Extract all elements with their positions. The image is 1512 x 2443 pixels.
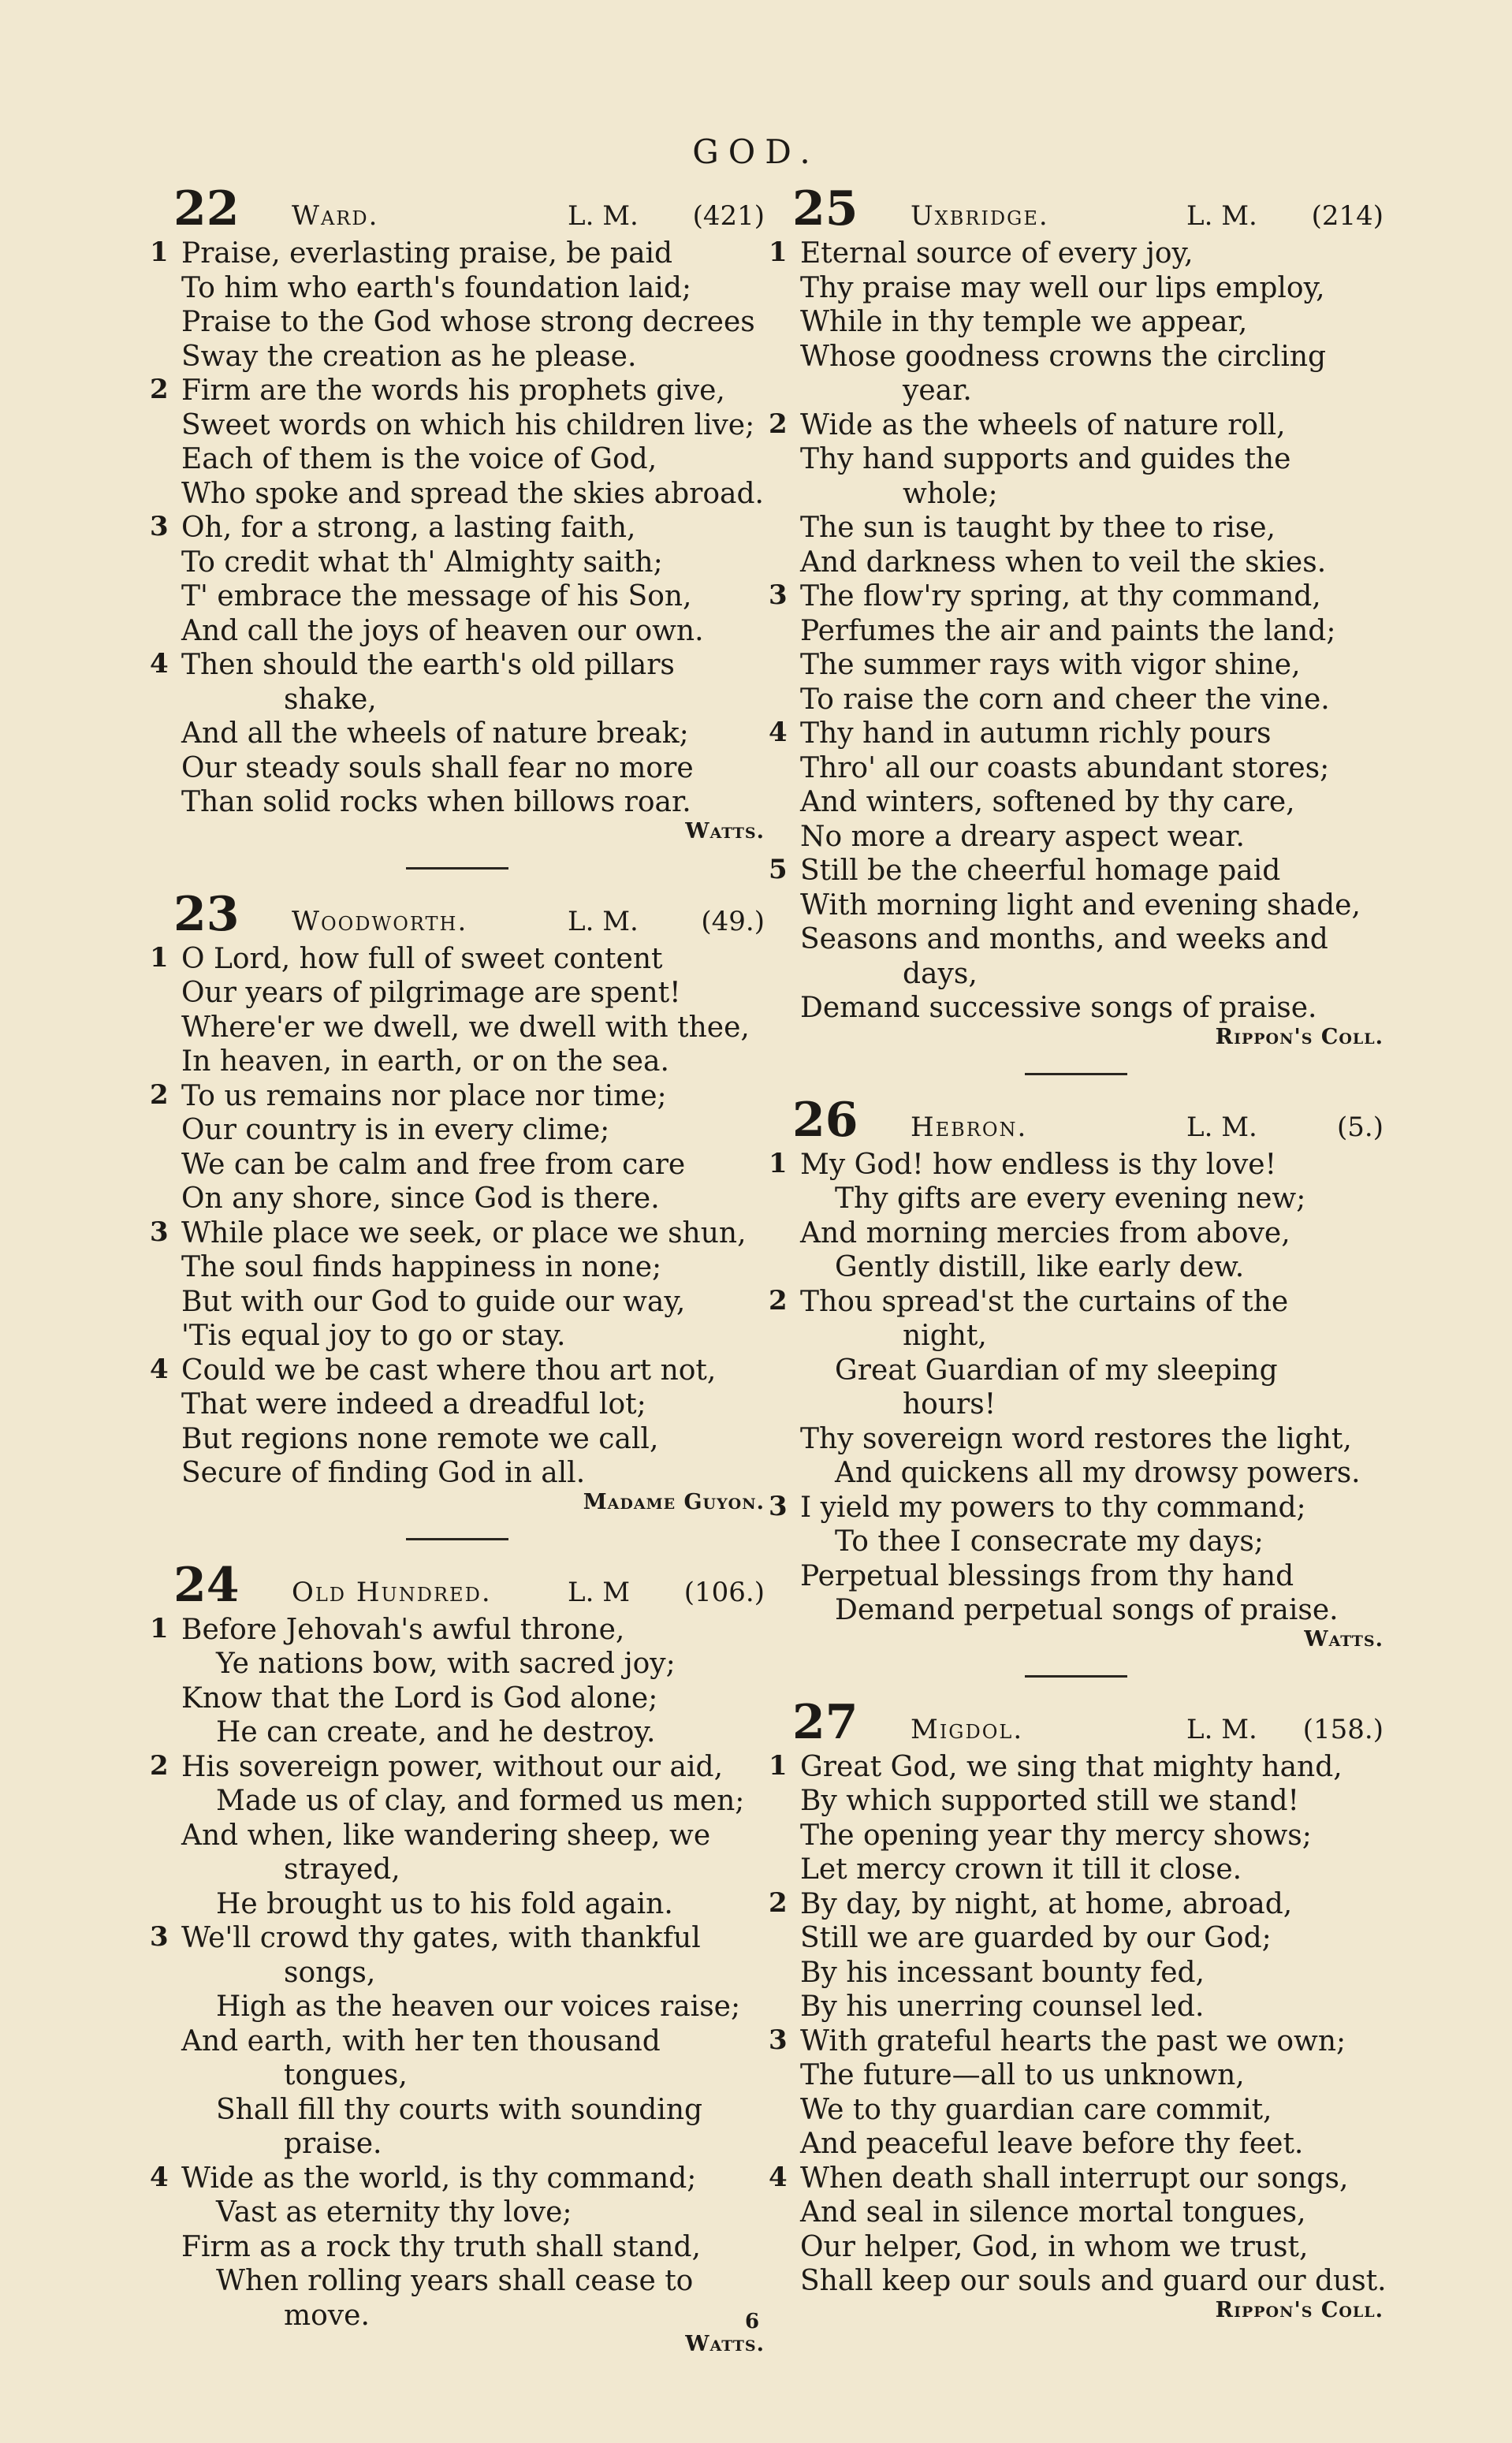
hymn-number: 26: [792, 1092, 858, 1148]
verse-line: While in thy temple we appear,: [800, 306, 1248, 338]
stanza: [769, 717, 1384, 854]
stanza: [769, 1887, 1384, 2024]
verse-line: Eternal source of every joy,: [800, 237, 1194, 270]
tune-name: Woodworth.: [292, 905, 468, 937]
verse-line: Where'er we dwell, we dwell with thee,: [181, 1011, 750, 1044]
stanza: [150, 648, 765, 820]
stanza: [150, 1613, 765, 1750]
verse-line: Thou spread'st the curtains of the: [800, 1285, 1289, 1318]
verse-line: To us remains nor place nor time;: [181, 1079, 667, 1112]
stanza-number: 3: [150, 1921, 169, 1953]
verse-line: Our helper, God, in whom we trust,: [800, 2230, 1309, 2263]
verse-line: Wide as the wheels of nature roll,: [800, 408, 1286, 441]
stanza-number: 2: [150, 1749, 169, 1782]
stanza: [150, 511, 765, 648]
verse-line: Perfumes the air and paints the land;: [800, 614, 1336, 647]
verse-line: 'Tis equal joy to go or stay.: [181, 1320, 566, 1352]
verse-line: While place we seek, or place we shun,: [181, 1216, 747, 1249]
stanza: [769, 579, 1384, 717]
verse-line: And morning mercies from above,: [800, 1216, 1290, 1249]
tune-number: (214): [1311, 200, 1384, 232]
verse-line: We to thy guardian care commit,: [800, 2093, 1272, 2126]
verse-line: The soul finds happiness in none;: [181, 1251, 662, 1283]
verse-line: And call the joys of heaven our own.: [181, 614, 704, 647]
hymn-header: [769, 1695, 1384, 1750]
verse-line: Who spoke and spread the skies abroad.: [181, 477, 764, 510]
verse-line: days,: [903, 957, 978, 990]
hymn-author: Rippon's Coll.: [1215, 2297, 1384, 2322]
stanza: [150, 1750, 765, 1922]
verse-line: His sovereign power, without our aid,: [181, 1750, 724, 1783]
verse-line: night,: [903, 1320, 987, 1352]
verse-line: Sway the creation as he please.: [181, 340, 637, 373]
verse-line: Than solid rocks when billows roar.: [181, 786, 691, 818]
verse-line: The opening year thy mercy shows;: [800, 1819, 1312, 1852]
verse-line: hours!: [903, 1388, 996, 1421]
verse-line: Demand perpetual songs of praise.: [835, 1594, 1339, 1626]
left-column: [150, 181, 765, 2369]
hymn: [769, 1694, 1387, 2330]
verse-line: Still we are guarded by our God;: [800, 1922, 1272, 1954]
tune-number: (5.): [1337, 1111, 1384, 1143]
verse-line: Praise, everlasting praise, be paid: [181, 237, 673, 270]
stanza: [150, 942, 765, 1079]
verse-line: strayed,: [284, 1853, 400, 1886]
stanza-number: 3: [150, 511, 169, 542]
verse-line: High as the heaven our voices raise;: [216, 1991, 741, 2023]
tune-name: Hebron.: [911, 1111, 1028, 1143]
hymn-number: 22: [173, 181, 240, 236]
stanza-number: 3: [769, 1490, 788, 1522]
verse-line: Our steady souls shall fear no more: [181, 751, 694, 784]
meter: L. M.: [568, 905, 639, 937]
stanza-number: 2: [150, 1078, 169, 1111]
verse-line: Wide as the world, is thy command;: [181, 2162, 697, 2195]
verse-line: And darkness when to veil the skies.: [800, 546, 1327, 579]
hymn-number: 24: [173, 1557, 240, 1613]
stanza-number: 3: [769, 579, 788, 611]
verse-line: But with our God to guide our way,: [181, 1285, 686, 1318]
hymn-author: Rippon's Coll.: [1215, 1024, 1384, 1049]
verse-line: move.: [284, 2299, 370, 2332]
verse-line: Still be the cheerful homage paid: [800, 855, 1281, 887]
tune-name: Migdol.: [911, 1713, 1024, 1745]
verse-line: With morning light and evening shade,: [800, 888, 1361, 922]
verse-line: To him who earth's foundation laid;: [181, 271, 691, 304]
stanza: [769, 1491, 1384, 1628]
hymn-author: Watts.: [685, 818, 765, 844]
verse-line: The flow'ry spring, at thy command,: [800, 580, 1321, 613]
stanza: [150, 1354, 765, 1491]
tune-name: Uxbridge.: [911, 200, 1049, 232]
stanza-number: 3: [769, 2024, 788, 2056]
verse-line: When rolling years shall cease to: [216, 2265, 694, 2297]
verse-line: Sweet words on which his children live;: [181, 408, 755, 441]
verse-line: praise.: [284, 2128, 382, 2160]
stanza-number: 2: [150, 374, 169, 405]
verse-line: The summer rays with vigor shine,: [800, 649, 1301, 681]
stanza-number: 2: [769, 1886, 788, 1919]
tune-name: Old Hundred.: [292, 1576, 492, 1608]
hymn-author: Watts.: [685, 2332, 765, 2356]
stanza-number: 1: [150, 1612, 169, 1644]
stanza: [769, 854, 1384, 1026]
stanza: [769, 408, 1384, 580]
verse-line: And earth, with her ten thousand: [181, 2024, 661, 2058]
verse-line: Thy praise may well our lips employ,: [800, 271, 1325, 304]
verse-line: Seasons and months, and weeks and: [800, 923, 1328, 955]
tune-number: (421): [692, 200, 765, 232]
verse-line: Thy hand in autumn richly pours: [800, 717, 1272, 750]
verse-line: My God! how endless is thy love!: [800, 1148, 1277, 1181]
verse-line: Thy sovereign word restores the light,: [800, 1422, 1352, 1455]
hymn: [769, 1093, 1384, 1659]
stanza: [150, 1079, 765, 1216]
verse-line: Gently distill, like early dew.: [835, 1251, 1245, 1283]
verse-line: And winters, softened by thy care,: [800, 786, 1295, 818]
verse-line: By his unerring counsel led.: [800, 1991, 1205, 2023]
verse-line: We can be calm and free from care: [181, 1148, 686, 1181]
stanza: [769, 2024, 1384, 2162]
verse-line: And seal in silence mortal tongues,: [800, 2196, 1306, 2229]
verse-line: Each of them is the voice of God,: [181, 443, 657, 475]
verse-line: Our country is in every clime;: [181, 1114, 610, 1146]
stanza-number: 4: [150, 2161, 169, 2193]
stanza-number: 4: [769, 717, 788, 748]
verse-line: By which supported still we stand!: [800, 1785, 1300, 1817]
stanza: [769, 1285, 1384, 1491]
verse-line: Perpetual blessings from thy hand: [800, 1559, 1294, 1592]
verse-line: By his incessant bounty fed,: [800, 1956, 1205, 1989]
verse-line: And when, like wandering sheep, we: [181, 1819, 711, 1852]
stanza-number: 4: [769, 2161, 788, 2193]
verse-line: Our years of pilgrimage are spent!: [181, 977, 681, 1009]
verse-line: And all the wheels of nature break;: [181, 717, 689, 750]
verse-line: Let mercy crown it till it close.: [800, 1853, 1242, 1886]
meter: L. M.: [1186, 1111, 1257, 1143]
verse-line: Made us of clay, and formed us men;: [216, 1785, 745, 1817]
verse-line: Thy gifts are every evening new;: [835, 1182, 1306, 1215]
verse-line: To raise the corn and cheer the vine.: [800, 683, 1330, 716]
verse-line: He can create, and he destroy.: [216, 1716, 656, 1748]
hymn: [769, 181, 1384, 1057]
verse-line: whole;: [903, 477, 998, 510]
verse-line: songs,: [284, 1956, 376, 1989]
verse-line: Vast as eternity thy love;: [216, 2196, 572, 2229]
verse-line: And quickens all my drowsy powers.: [835, 1457, 1361, 1489]
section-divider: [406, 1538, 508, 1540]
verse-line: Before Jehovah's awful throne,: [181, 1613, 625, 1646]
verse-line: Whose goodness crowns the circling: [800, 340, 1327, 373]
tune-number: (49.): [701, 905, 765, 937]
verse-line: No more a dreary aspect wear.: [800, 820, 1245, 853]
right-column: [769, 181, 1387, 2335]
verse-line: To credit what th' Almighty saith;: [181, 546, 663, 579]
verse-line: shake,: [284, 683, 377, 716]
hymn-header: [150, 181, 765, 236]
stanza-number: 1: [150, 236, 169, 268]
verse-line: tongues,: [284, 2059, 408, 2091]
meter: L. M.: [1186, 200, 1257, 232]
verse-line: Firm as a rock thy truth shall stand,: [181, 2230, 701, 2263]
stanza-number: 4: [150, 648, 169, 680]
stanza: [769, 2161, 1387, 2299]
tune-number: (158.): [1302, 1713, 1384, 1745]
verse-line: Secure of finding God in all.: [181, 1457, 586, 1489]
verse-line: Great God, we sing that mighty hand,: [800, 1750, 1343, 1783]
stanza-number: 2: [769, 1284, 788, 1316]
verse-line: The sun is taught by thee to rise,: [800, 512, 1276, 544]
verse-line: By day, by night, at home, abroad,: [800, 1887, 1293, 1920]
verse-line: He brought us to his fold again.: [216, 1887, 673, 1920]
meter: L. M.: [568, 200, 639, 232]
stanza: [150, 236, 765, 374]
verse-line: On any shore, since God is there.: [181, 1182, 660, 1215]
verse-line: T' embrace the message of his Son,: [181, 580, 692, 613]
hymn-number: 25: [792, 181, 858, 236]
stanza: [769, 1148, 1384, 1285]
hymn-header: [150, 887, 765, 942]
hymn-header: [150, 1558, 765, 1613]
verse-line: With grateful hearts the past we own;: [800, 2024, 1346, 2058]
verse-line: Shall keep our souls and guard our dust.: [800, 2265, 1387, 2297]
stanza-number: 1: [769, 1749, 788, 1782]
verse-line: Firm are the words his prophets give,: [181, 374, 725, 407]
verse-line: And peaceful leave before thy feet.: [800, 2128, 1304, 2160]
stanza: [150, 374, 765, 511]
verse-line: Ye nations bow, with sacred joy;: [216, 1648, 676, 1680]
hymn: [150, 887, 765, 1522]
stanza: [769, 1750, 1384, 1887]
hymn-author: Madame Guyon.: [583, 1489, 765, 1514]
tune-name: Ward.: [292, 200, 379, 232]
verse-line: Thro' all our coasts abundant stores;: [800, 751, 1330, 784]
section-header: GOD.: [692, 132, 820, 171]
verse-line: Know that the Lord is God alone;: [181, 1681, 658, 1715]
hymn-number: 23: [173, 886, 240, 942]
verse-line: In heaven, in earth, or on the sea.: [181, 1045, 669, 1078]
verse-line: When death shall interrupt our songs,: [800, 2162, 1349, 2195]
stanza-number: 2: [769, 408, 788, 440]
verse-line: Oh, for a strong, a lasting faith,: [181, 512, 636, 544]
hymn-author: Watts.: [1304, 1626, 1384, 1652]
stanza-number: 5: [769, 854, 788, 885]
stanza-number: 1: [769, 1147, 788, 1179]
verse-line: Shall fill thy courts with sounding: [216, 2093, 703, 2126]
stanza-number: 1: [769, 236, 788, 268]
hymn-header: [769, 1093, 1384, 1148]
stanza-number: 1: [150, 941, 169, 974]
stanza-number: 3: [150, 1216, 169, 1248]
stanza: [769, 236, 1384, 408]
verse-line: That were indeed a dreadful lot;: [181, 1388, 646, 1421]
section-divider: [1025, 1675, 1127, 1678]
tune-number: (106.): [683, 1576, 765, 1608]
verse-line: Praise to the God whose strong decrees: [181, 306, 755, 338]
stanza: [150, 1921, 765, 2162]
stanza: [150, 1216, 765, 1354]
page-number: 6: [745, 2310, 760, 2333]
verse-line: Could we be cast where thou art not,: [181, 1354, 717, 1387]
verse-line: year.: [903, 374, 972, 407]
section-divider: [1025, 1073, 1127, 1075]
meter: L. M: [568, 1576, 631, 1608]
verse-line: Great Guardian of my sleeping: [835, 1354, 1278, 1387]
meter: L. M.: [1186, 1713, 1257, 1745]
verse-line: But regions none remote we call,: [181, 1422, 659, 1455]
verse-line: Then should the earth's old pillars: [181, 649, 675, 681]
verse-line: Demand successive songs of praise.: [800, 992, 1317, 1024]
hymn: [150, 181, 765, 851]
hymn-number: 27: [792, 1694, 858, 1750]
hymn-header: [769, 181, 1384, 236]
verse-line: To thee I consecrate my days;: [835, 1525, 1264, 1558]
hymn: [150, 1558, 765, 2365]
verse-line: Thy hand supports and guides the: [800, 443, 1291, 475]
verse-line: O Lord, how full of sweet content: [181, 942, 663, 975]
verse-line: We'll crowd thy gates, with thankful: [181, 1922, 701, 1954]
verse-line: The future—all to us unknown,: [800, 2059, 1245, 2091]
section-divider: [406, 867, 508, 870]
verse-line: I yield my powers to thy command;: [800, 1491, 1306, 1524]
stanza: [150, 2162, 765, 2333]
stanza-number: 4: [150, 1353, 169, 1385]
